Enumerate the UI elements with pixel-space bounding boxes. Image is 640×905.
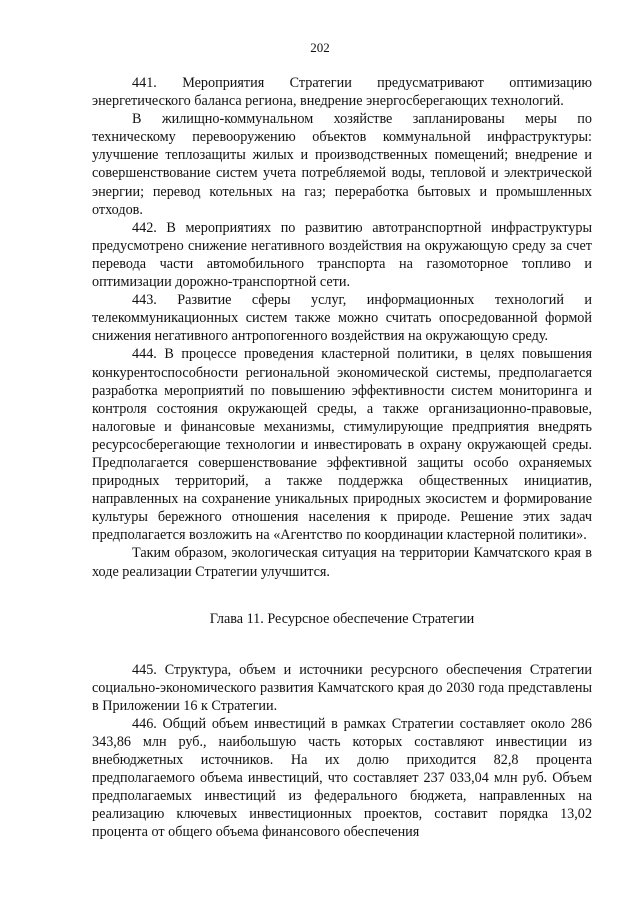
paragraph-443: 443. Развитие сферы услуг, информационных технологий и телекоммуникационных систем также можно считать опосредованной формой снижения негативного антропогенного воздействия на окружающую среду. (92, 292, 592, 345)
paragraph-445: 445. Структура, объем и источники ресурсного обеспечения Стратегии социально-экономического развития Камчатского края до 2030 года представлены в Приложении 16 к Стратегии. (92, 661, 592, 714)
paragraph-conclusion: Таким образом, экологическая ситуация на территории Камчатского края в ходе реализации Стратегии улучшится. (92, 545, 592, 580)
page-content (92, 74, 592, 842)
page-number: 202 (310, 40, 330, 55)
paragraph-442: 442. В мероприятиях по развитию автотранспортной инфраструктуры предусмотрено снижение негативного воздействия на окружающую среду за счет перевода части автомобильного транспорта на газомоторное топливо и оптимизации дорожно-транспортной сети. (92, 219, 592, 291)
chapter-title: Глава 11. Ресурсное обеспечение Стратегии (209, 610, 475, 627)
paragraph-444: 444. В процессе проведения кластерной политики, в целях повышения конкурентоспособности региональной экономической системы, предполагается разработка мероприятий по повышению эффективности систем мониторинга и контроля состояния окружающей среды, а также организационно-правовые, налоговые и финансовые механизмы, стимулирующие предприятия внедрять ресурсосберегающие технологии и инвестировать в охрану окружающей среды. Предполагается совершенствование эффективной защиты особо охраняемых природных территорий, а также поддержка общественных инициатив, направленных на сохранение уникальных природных экосистем и формирование культуры бережного отношения населения к природе. Решение этих задач предполагается возложить на «Агентство по координации кластерной политики». (92, 346, 592, 544)
paragraph-441: 441. Мероприятия Стратегии предусматривают оптимизацию энергетического баланса региона, внедрение энергосберегающих технологий. (92, 75, 592, 110)
paragraph-446: 446. Общий объем инвестиций в рамках Стратегии составляет около 286 343,86 млн руб., наибольшую часть которых составляют инвестиции из внебюджетных источников. На их долю приходится 82,8 процента предполагаемого объема инвестиций, что составляет 237 033,04 млн руб. Объем предполагаемых инвестиций из федерального бюджета, направленных на реализацию ключевых инвестиционных проектов, составит порядка 13,02 процента от общего объема финансового обеспечения (92, 715, 592, 841)
paragraph-housing: В жилищно-коммунальном хозяйстве запланированы меры по техническому перевооружению объектов коммунальной инфраструктуры: улучшение теплозащиты жилых и производственных помещений; внедрение и совершенствование систем учета потребляемой воды, тепловой и электрической энергии; перевод котельных на газ; переработка бытовых и промышленных отходов. (92, 111, 592, 218)
